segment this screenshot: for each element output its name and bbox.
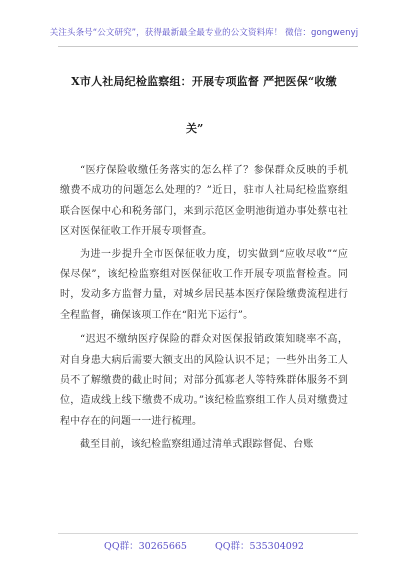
paragraph: “医疗保险收缴任务落实的怎么样了？参保群众反映的手机缴费不成功的问题怎么处理的？”近日，驻市人社局纪检监察组联合医保中心和税务部门，来到示范区金明池街道办事处蔡屯社区对医保征收工作开展专项督查。 [60,165,348,238]
document-title-continuation: 关” [186,122,204,135]
document-body [60,161,348,456]
footer-divider [58,533,358,534]
header-banner: 关注头条号“公文研究”，获得最新最全最专业的公文资料库！ 微信：gongwenyj [49,28,359,38]
paragraph: “迟迟不缴纳医疗保险的群众对医保报销政策知晓率不高，对自身患大病后需要大额支出的风险认识不足；一些外出务工人员不了解缴费的截止时间；对部分孤寡老人等特殊群体服务不到位，造成线上线下缴费不成功。”该纪检监察组工作人员对缴费过程中存在的问题一一进行梳理。 [60,334,348,427]
footer [0,538,408,552]
document-title: X市人社局纪检监察组：开展专项监督 严把医保“收缴 [71,75,337,88]
paragraph: 截至目前，该纪检监察组通过清单式跟踪督促、台账 [80,439,314,451]
paragraph: 为进一步提升全市医保征收力度，切实做到“应收尽收”“应保尽保”，该纪检监察组对医保征收工作开展专项监督检查。同时，发动多方监督力量，对城乡居民基本医疗保险缴费流程进行全程监督，确保该项工作在“阳光下运行”。 [60,248,348,321]
footer-qq-group-2: QQ群：535304092 [214,541,304,552]
header-divider [58,46,358,47]
footer-qq-group-1: QQ群：30265665 [104,541,187,552]
